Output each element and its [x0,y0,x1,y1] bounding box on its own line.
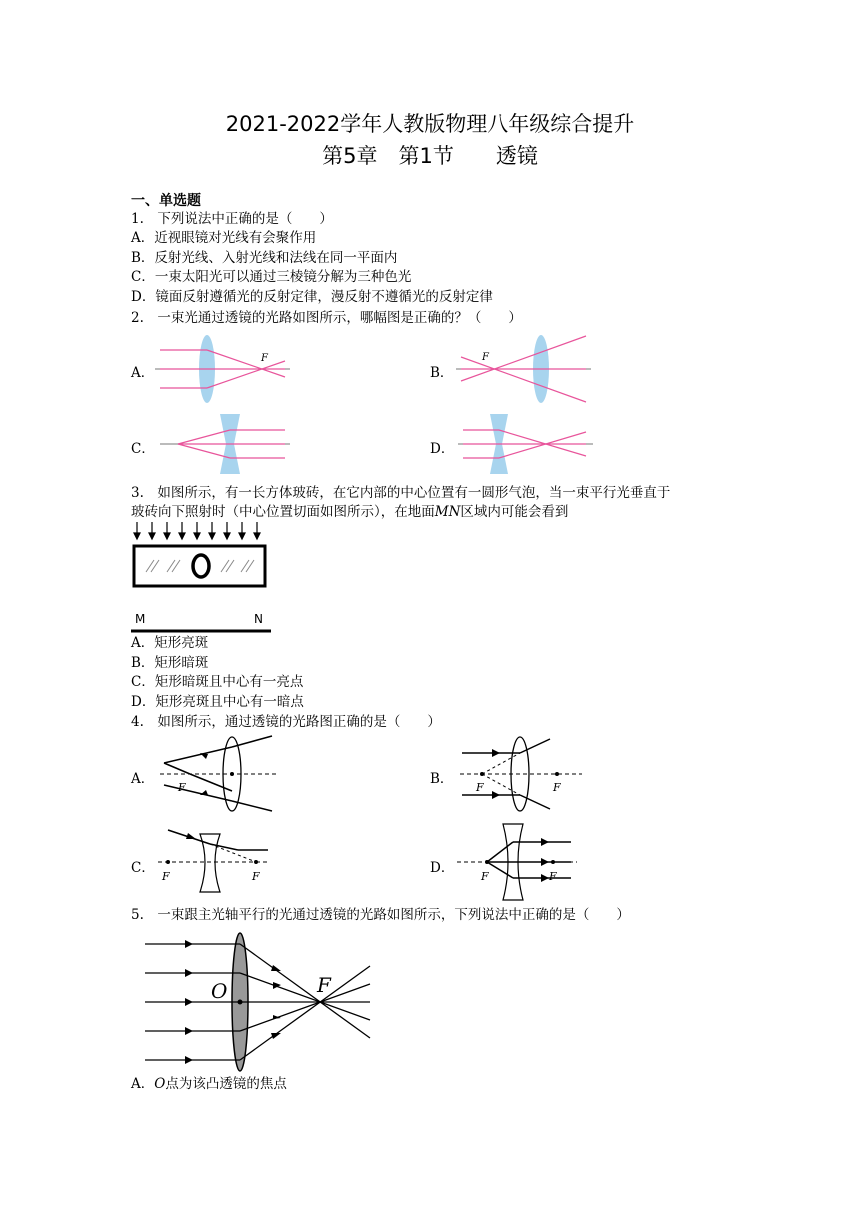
q4-d-focus-label-right: F [549,870,557,883]
q5-stem: 5. 一束跟主光轴平行的光通过透镜的光路如图所示，下列说法中正确的是（ ） [131,907,630,923]
q4-b-focus-label-right: F [553,781,561,794]
q2-label-c: C． [131,441,155,457]
q5-option-a-pre: A． [131,1076,155,1092]
title-line-1: 2021-2022学年人教版物理八年级综合提升 [225,112,635,136]
q4-label-d: D． [430,860,455,876]
q2-label-a: A． [131,365,155,381]
q3-stem-line-1: 3. 如图所示，有一长方体玻砖，在它内部的中心位置有一圆形气泡，当一束平行光垂直于 [131,485,671,501]
q3-stem-post: 区域内可能会看到 [460,504,569,520]
q5-focus-label: F [317,973,331,997]
q4-a-focus-label: F [178,781,186,794]
q2-a-focus-label: F [261,353,268,364]
q4-d-focus-label-left: F [481,870,489,883]
q4-figure-d [457,820,582,902]
q5-option-a [131,1075,287,1094]
q4-c-focus-label-left: F [162,870,170,883]
q4-stem: 4. 如图所示，通过透镜的光路图正确的是（ ） [131,714,441,730]
q2-figure-b [456,330,591,408]
q2-label-b: B． [430,365,454,381]
q3-stem-pre: 玻砖向下照射时（中心位置切面如图所示），在地面 [131,504,435,520]
q4-label-a: A． [131,771,155,787]
q3-option-d: D．矩形亮斑且中心有一暗点 [131,694,304,710]
q4-figure-c [158,822,278,898]
section-heading: 一、单选题 [131,193,201,209]
q2-label-d: D． [430,441,455,457]
q1-option-c: C．一束太阳光可以通过三棱镜分解为三种色光 [131,269,412,285]
q5-optical-center-label: O [211,979,228,1003]
q3-point-n: N [254,612,263,626]
q4-b-focus-label-left: F [476,781,484,794]
q5-option-a-post: 点为该凸透镜的焦点 [165,1076,287,1092]
q4-label-c: C． [131,860,155,876]
q3-option-b: B．矩形暗斑 [131,655,209,671]
q5-convex-lens-figure [145,930,375,1076]
q3-point-m: M [135,612,146,626]
q3-stem-line-2 [131,503,568,522]
q4-figure-a [160,733,280,815]
q2-figure-c [160,410,290,478]
q5-option-a-o: O [154,1076,166,1092]
q4-c-focus-label-right: F [252,870,260,883]
title-line-2: 第5章 第1节 透镜 [322,144,538,168]
q2-b-focus-label: F [482,352,489,363]
q3-ground-mn [131,610,273,634]
q1-stem: 1. 下列说法中正确的是（ ） [131,211,333,227]
q1-option-a: A．近视眼镜对光线有会聚作用 [131,230,317,246]
q2-figure-d [458,410,593,478]
q4-figure-b [460,733,585,815]
q1-option-d: D．镜面反射遵循光的反射定律，漫反射不遵循光的反射定律 [131,289,493,305]
q2-stem: 2. 一束光通过透镜的光路如图所示，哪幅图是正确的？（ ） [131,310,522,326]
q3-option-a: A．矩形亮斑 [131,635,209,651]
q3-stem-mn: MN [434,504,461,520]
q3-glass-brick-figure [131,522,273,592]
q1-option-b: B．反射光线、入射光线和法线在同一平面内 [131,250,398,266]
q3-option-c: C．矩形暗斑且中心有一亮点 [131,674,304,690]
q4-label-b: B． [430,771,454,787]
q2-figure-a [155,330,290,408]
